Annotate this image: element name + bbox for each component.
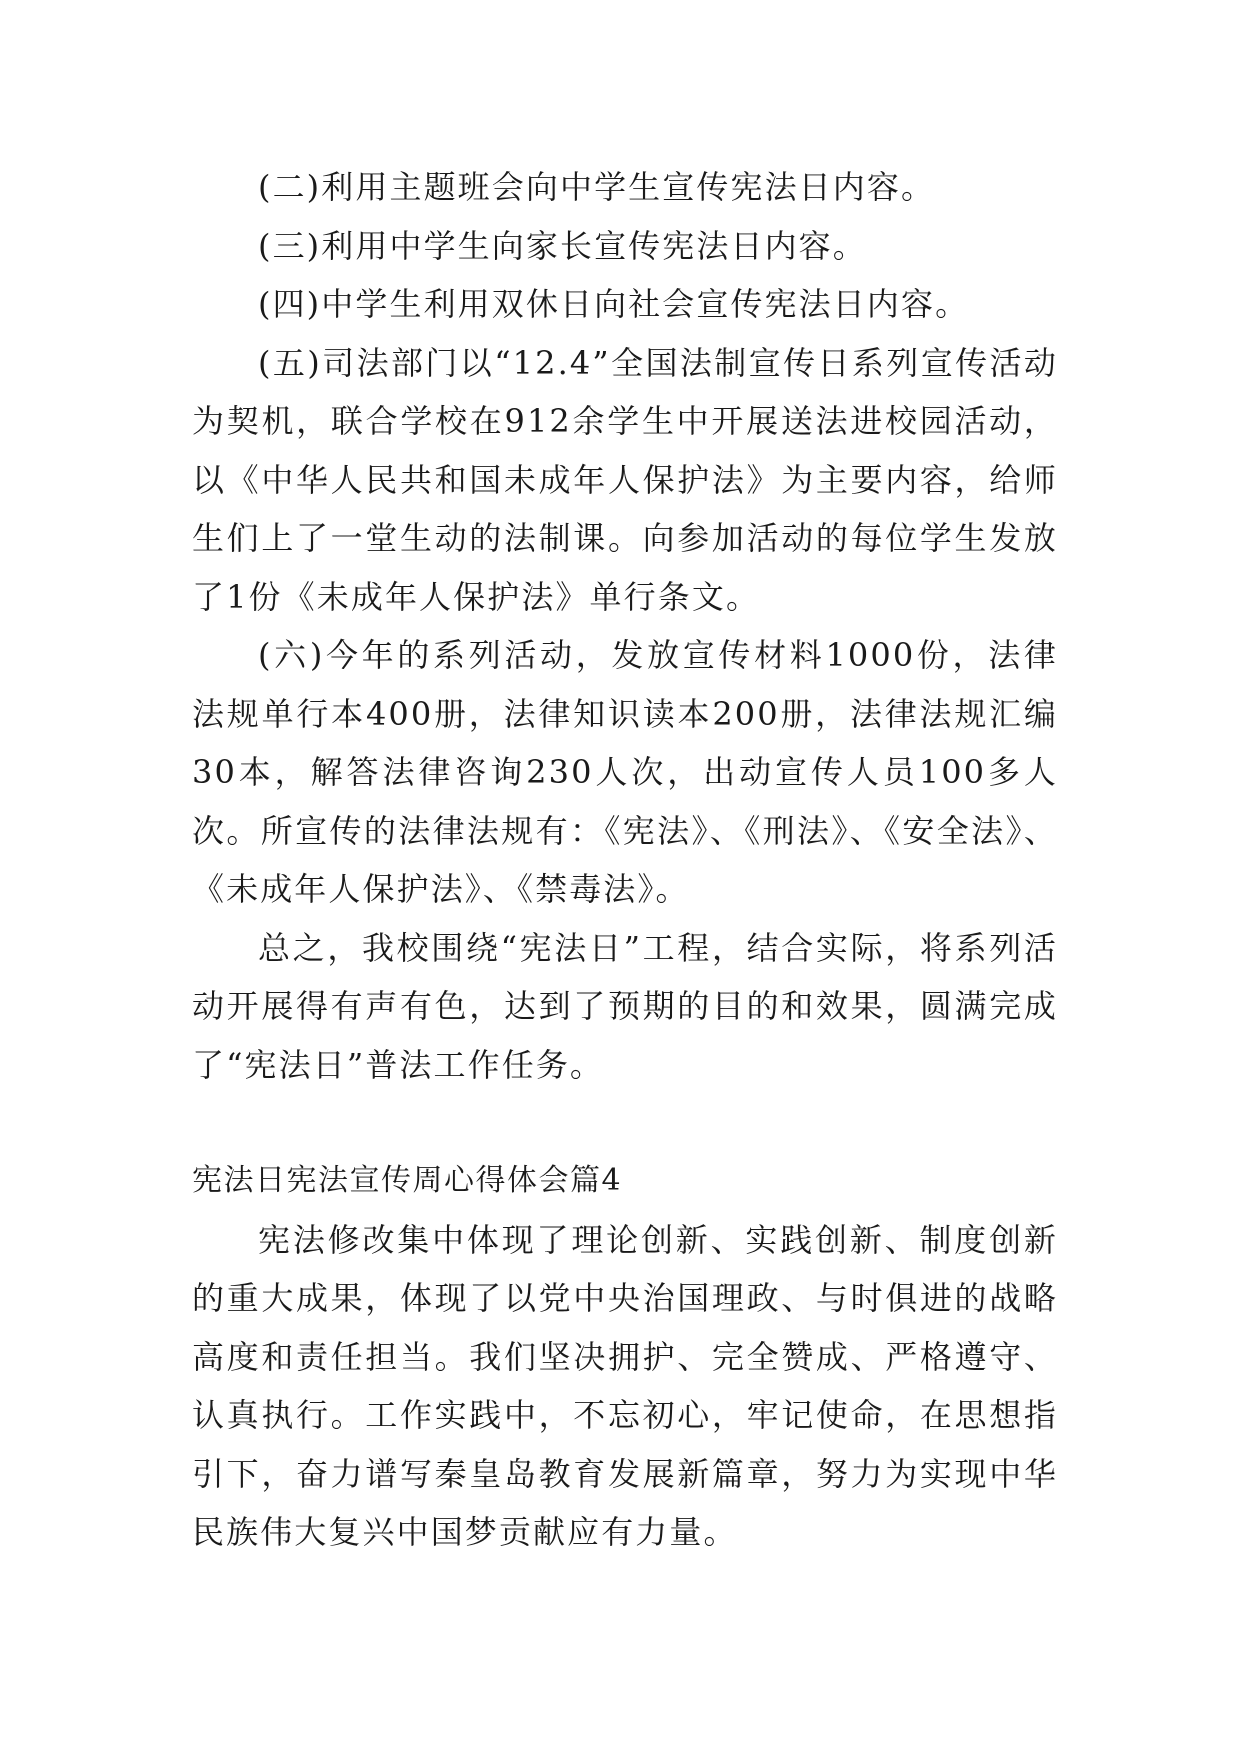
paragraph-2: (二)利用主题班会向中学生宣传宪法日内容。: [258, 168, 936, 206]
section-paragraph-1: 宪法修改集中体现了理论创新、实践创新、制度创新的重大成果，体现了以党中央治国理政、与时俱进的战略高度和责任担当。我们坚决拥护、完全赞成、严格遵守、认真执行。工作实践中，不忘初心，牢记使命，在思想指引下，奋力谱写秦皇岛教育发展新篇章，努力为实现中华民族伟大复兴中国梦贡献应有力量。: [192, 1220, 1058, 1551]
paragraph-3: (三)利用中学生向家长宣传宪法日内容。: [258, 226, 867, 265]
summary-paragraph: 总之，我校围绕“宪法日”工程，结合实际，将系列活动开展得有声有色，达到了预期的目的和效果，圆满完成了“宪法日”普法工作任务。: [192, 928, 1058, 1084]
paragraph-5: (五)司法部门以“12.4”全国法制宣传日系列宣传活动为契机，联合学校在912余学生中开展送法进校园活动，以《中华人民共和国未成年人保护法》为主要内容，给师生们上了一堂生动的法制课。向参加活动的每位学生发放了1份《未成年人保护法》单行条文。: [192, 343, 1058, 616]
document-page: [192, 158, 1058, 1562]
section-heading: 宪法日宪法宣传周心得体会篇4: [192, 1163, 623, 1198]
paragraph-6: (六)今年的系列活动，发放宣传材料1000份，法律法规单行本400册，法律知识读本200册，法律法规汇编30本，解答法律咨询230人次，出动宣传人员100多人次。所宣传的法律法规有：《宪法》、《刑法》、《安全法》、《未成年人保护法》、《禁毒法》。: [192, 636, 1058, 908]
paragraph-4: (四)中学生利用双休日向社会宣传宪法日内容。: [258, 285, 970, 323]
